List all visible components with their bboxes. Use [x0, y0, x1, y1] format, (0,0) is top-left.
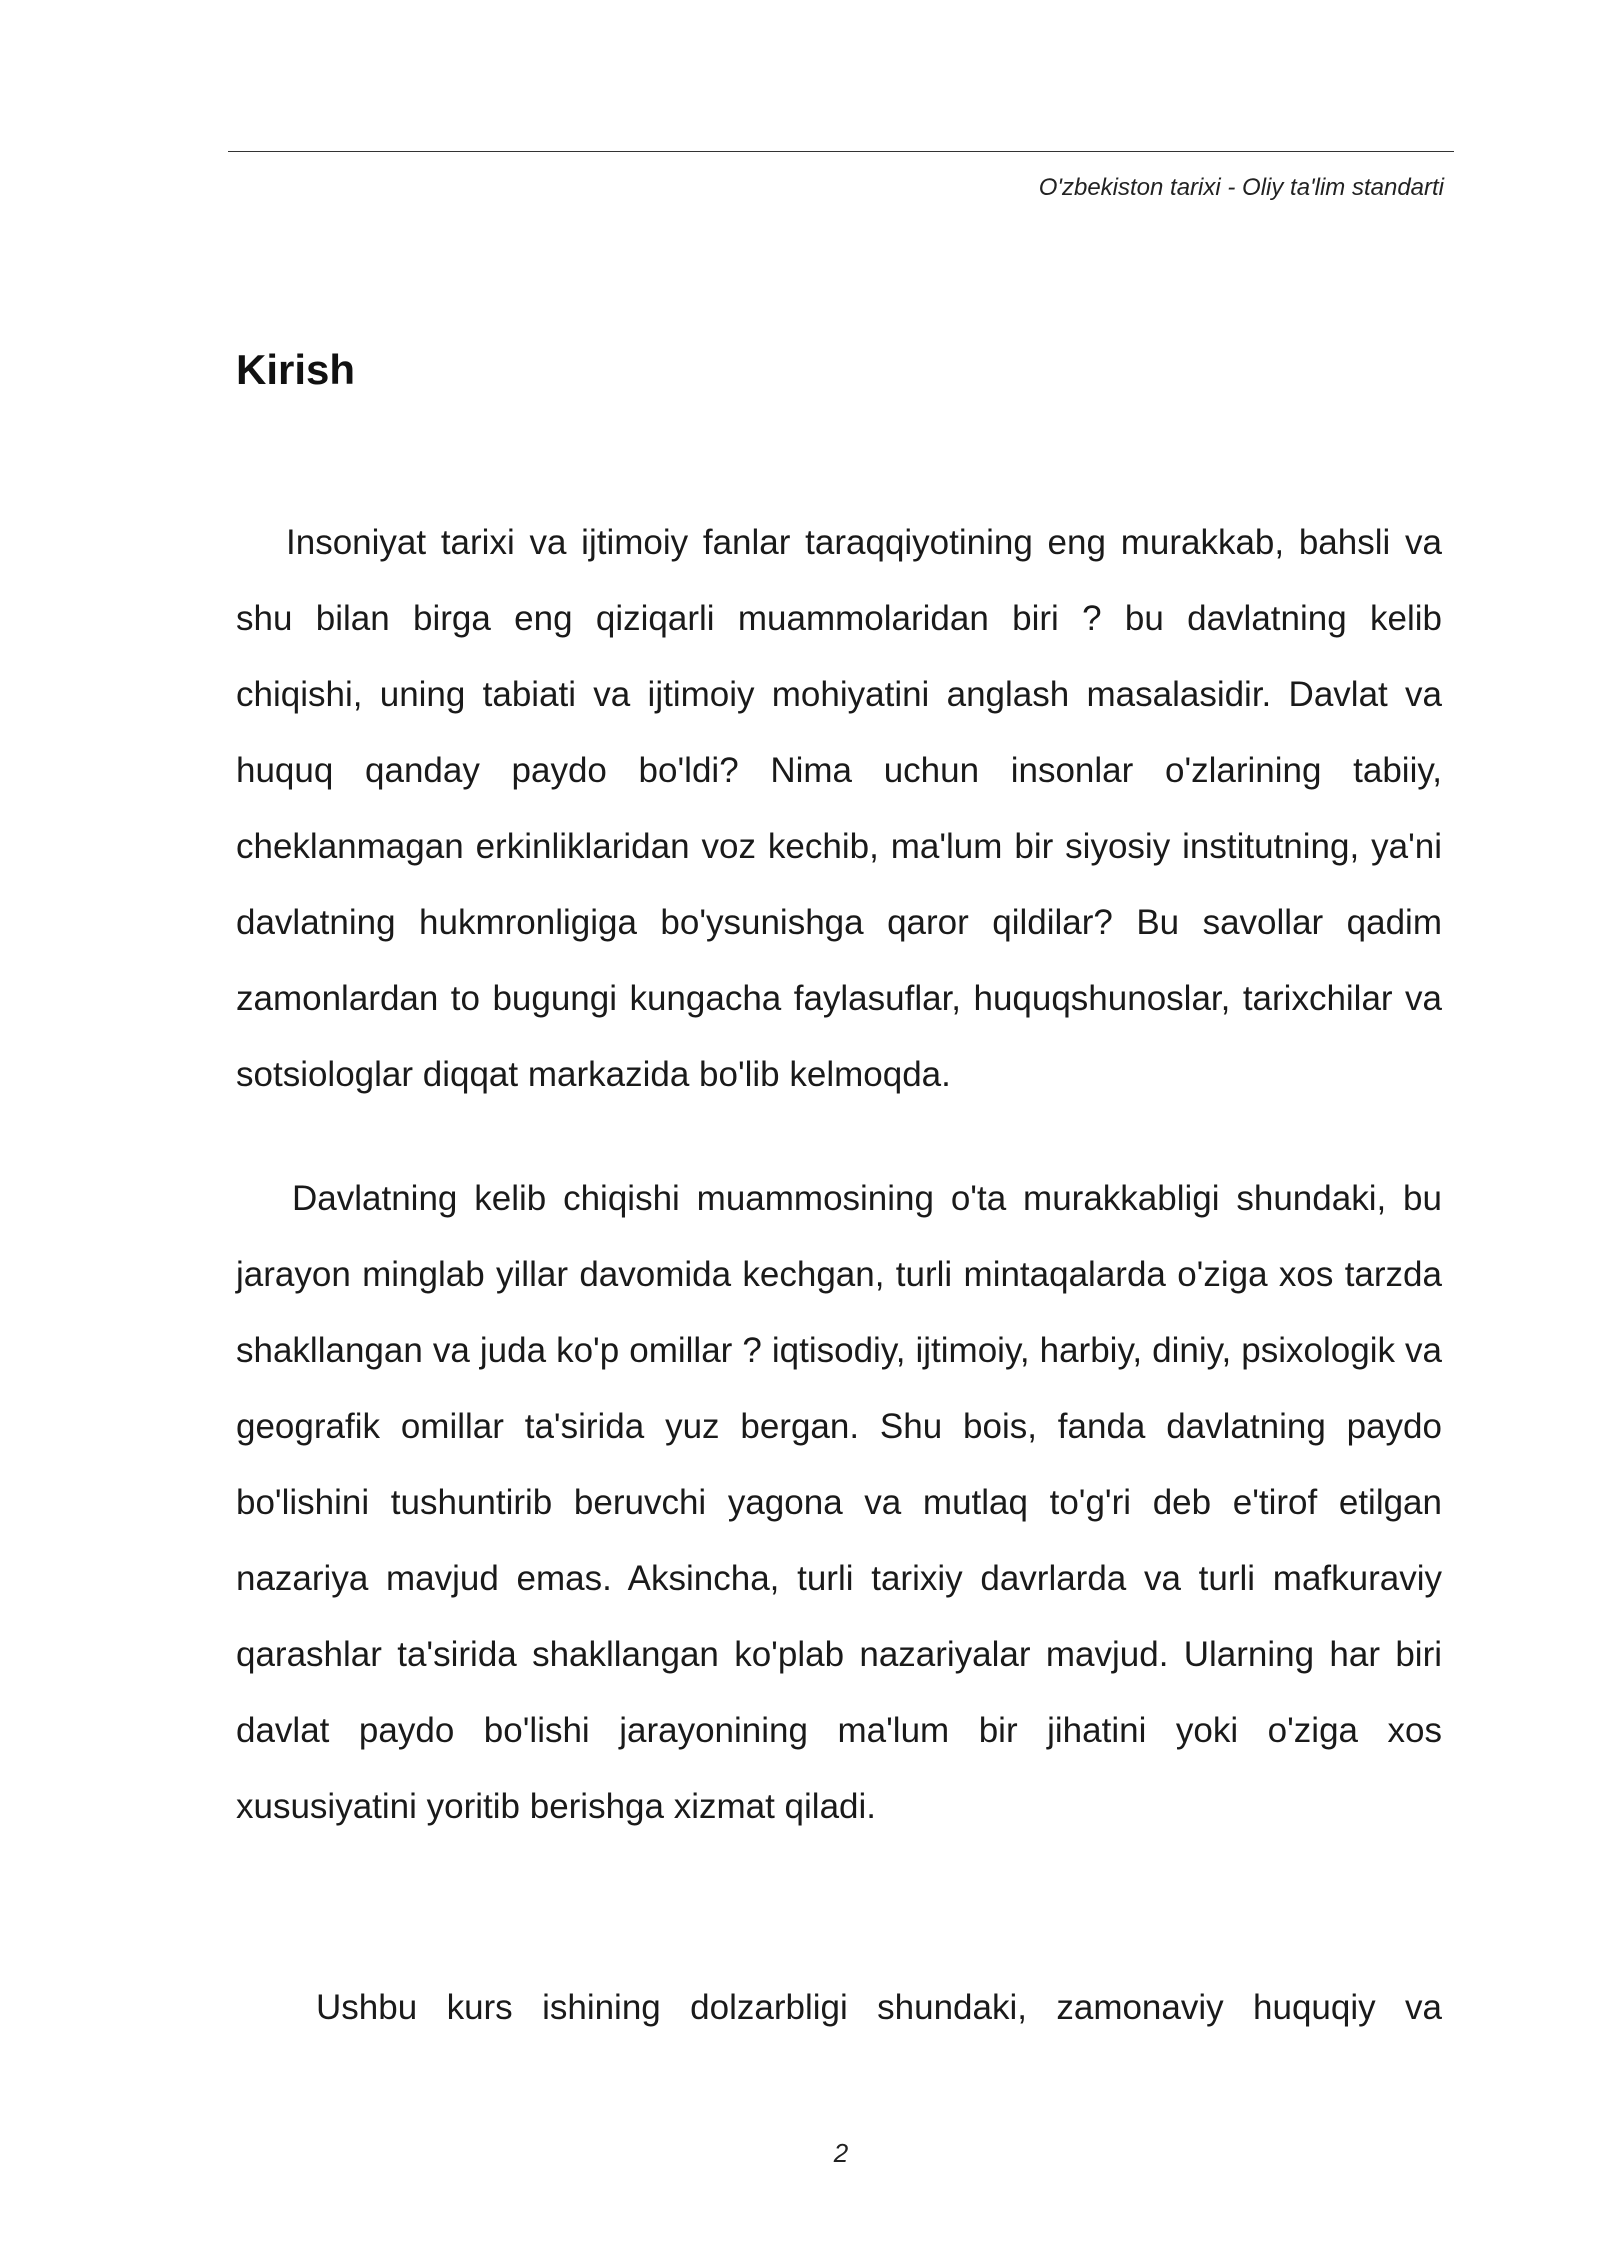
paragraph-3: Ushbu kurs ishining dolzarbligi shundaki, zamonaviy huquqiy va — [316, 1988, 1442, 2027]
running-header: O'zbekiston tarixi - Oliy ta'lim standarti — [1038, 174, 1444, 201]
paragraph-1: Insoniyat tarixi va ijtimoiy fanlar taraqqiyotining eng murakkab, bahsli va shu bilan birga eng qiziqarli muammolaridan biri ? bu davlatning kelib chiqishi, uning tabiati va ijtimoiy mohiyatini anglash masalasidir. Davlat va huquq qanday paydo bo'ldi? Nima uchun insonlar o'zlarining tabiiy, cheklanmagan erkinliklaridan voz kechib, ma'lum bir siyosiy institutning, ya'ni davlatning hukmronligiga bo'ysunishga qaror qildilar? Bu savollar qadim zamonlardan to bugungi kungacha faylasuflar, huquqshunoslar, tarixchilar va sotsiologlar diqqat markazida bo'lib kelmoqda. — [236, 523, 1442, 1094]
page-number: 2 — [833, 2138, 849, 2168]
section-title: Kirish — [236, 346, 356, 393]
header-rule — [228, 151, 1454, 152]
paragraph-2: Davlatning kelib chiqishi muammosining o'ta murakkabligi shundaki, bu jarayon minglab yillar davomida kechgan, turli mintaqalarda o'ziga xos tarzda shakllangan va juda ko'p omillar ? iqtisodiy, ijtimoiy, harbiy, diniy, psixologik va geografik omillar ta'sirida yuz bergan. Shu bois, fanda davlatning paydo bo'lishini tushuntirib beruvchi yagona va mutlaq to'g'ri deb e'tirof etilgan nazariya mavjud emas. Aksincha, turli tarixiy davrlarda va turli mafkuraviy qarashlar ta'sirida shakllangan ko'plab nazariyalar mavjud. Ularning har biri davlat paydo bo'lishi jarayonining ma'lum bir jihatini yoki o'ziga xos xususiyatini yoritib berishga xizmat qiladi. — [236, 1179, 1442, 1826]
